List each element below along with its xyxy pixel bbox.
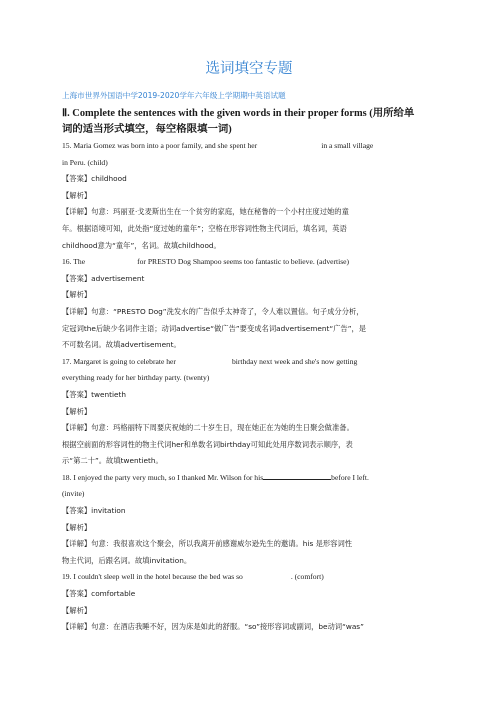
detail-line: 【详解】句意：“PRESTO Dog”洗发水的广告似乎太神奇了，令人难以置信。句子成分分析， (62, 306, 364, 316)
question-text: 15. Maria Gomez was born into a poor family, and she spent her (62, 141, 258, 150)
question-17 (62, 354, 436, 470)
section-heading-line: 词的适当形式填空，每空格限填一词) (62, 124, 232, 135)
question-15 (62, 138, 436, 254)
question-text: before I left. (331, 472, 369, 482)
answer-blank[interactable] (176, 363, 232, 364)
question-text: for PRESTO Dog Shampoo seems too fantastic to believe. (advertise) (137, 257, 350, 267)
analysis-line: 【解析】 (62, 605, 92, 615)
detail-line: 根据空前面的形容词性的物主代词her和单数名词birthday可知此处用序数词表示顺序，表 (62, 439, 353, 449)
analysis-line: 【解析】 (62, 522, 92, 532)
question-line (62, 569, 436, 586)
answer-line: 【答案】comfortable (62, 589, 136, 599)
detail-line: 不可数名词。故填advertisement。 (62, 340, 181, 350)
question-text: 19. I couldn't sleep well in the hotel because the bed was so (62, 572, 243, 582)
answer-blank[interactable] (263, 478, 331, 480)
section-heading-line: Ⅱ. Complete the sentences with the given words in their proper forms (用所给单 (62, 108, 415, 119)
question-text: 17. Margaret is going to celebrate her (62, 356, 176, 366)
analysis-line: 【解析】 (62, 290, 92, 300)
section-heading (62, 106, 436, 138)
source-line: 上海市世界外国语中学2019-2020学年六年级上学期期中英语试题 (62, 91, 286, 100)
question-line: in Peru. (child) (62, 157, 108, 167)
question-line (62, 138, 436, 155)
question-line (62, 254, 436, 271)
detail-line: 物主代词，后跟名词。故填invitation。 (62, 555, 192, 565)
detail-line: childhood意为“童年”，名词。故填childhood。 (62, 240, 221, 250)
question-text: 18. I enjoyed the party very much, so I thanked Mr. Wilson for his (62, 472, 264, 482)
answer-line: 【答案】childhood (62, 174, 127, 184)
detail-line: 定冠词the后缺少名词作主语；动词advertise“做广告”要变成名词advertisement“广告”，是 (62, 323, 367, 333)
question-18 (62, 470, 436, 570)
question-line (62, 470, 436, 487)
analysis-line: 【解析】 (62, 406, 92, 416)
question-16 (62, 254, 436, 354)
question-line: everything ready for her birthday party. (twenty) (62, 373, 210, 383)
detail-line: 示“第二十”。故填twentieth。 (62, 456, 163, 466)
detail-line: 【详解】句意：在酒店我睡不好，因为床是如此的舒服。“so”接形容词或副词，be动词“was” (62, 622, 364, 632)
question-19 (62, 569, 436, 635)
answer-line: 【答案】invitation (62, 506, 126, 516)
detail-line: 【详解】句意：玛丽亚·戈麦斯出生在一个贫穷的家庭，她在秘鲁的一个小村庄度过她的童 (62, 207, 349, 217)
answer-blank[interactable] (85, 263, 137, 264)
analysis-line: 【解析】 (62, 190, 92, 200)
detail-line: 【详解】句意：玛格丽特下周要庆祝她的二十岁生日，现在她正在为她的生日聚会做准备。 (62, 423, 354, 433)
answer-line: 【答案】twentieth (62, 389, 126, 399)
detail-line: 年。根据语境可知，此处指“度过她的童年”；空格在形容词性物主代词后，填名词，英语 (62, 223, 347, 233)
question-line: (invite) (62, 489, 85, 499)
question-text: . (comfort) (290, 572, 324, 582)
document-title: 选词填空专题 (205, 61, 293, 77)
question-line (62, 354, 436, 371)
question-text: 16. The (62, 257, 86, 267)
detail-line: 【详解】句意：我很喜欢这个聚会，所以我离开前感谢威尔逊先生的邀请。his 是形容词性 (62, 539, 353, 549)
question-text: in a small village (321, 141, 374, 150)
question-text: birthday next week and she's now getting (231, 356, 358, 366)
answer-blank[interactable] (257, 147, 321, 148)
answer-line: 【答案】advertisement (62, 273, 145, 283)
answer-blank[interactable] (243, 578, 291, 579)
